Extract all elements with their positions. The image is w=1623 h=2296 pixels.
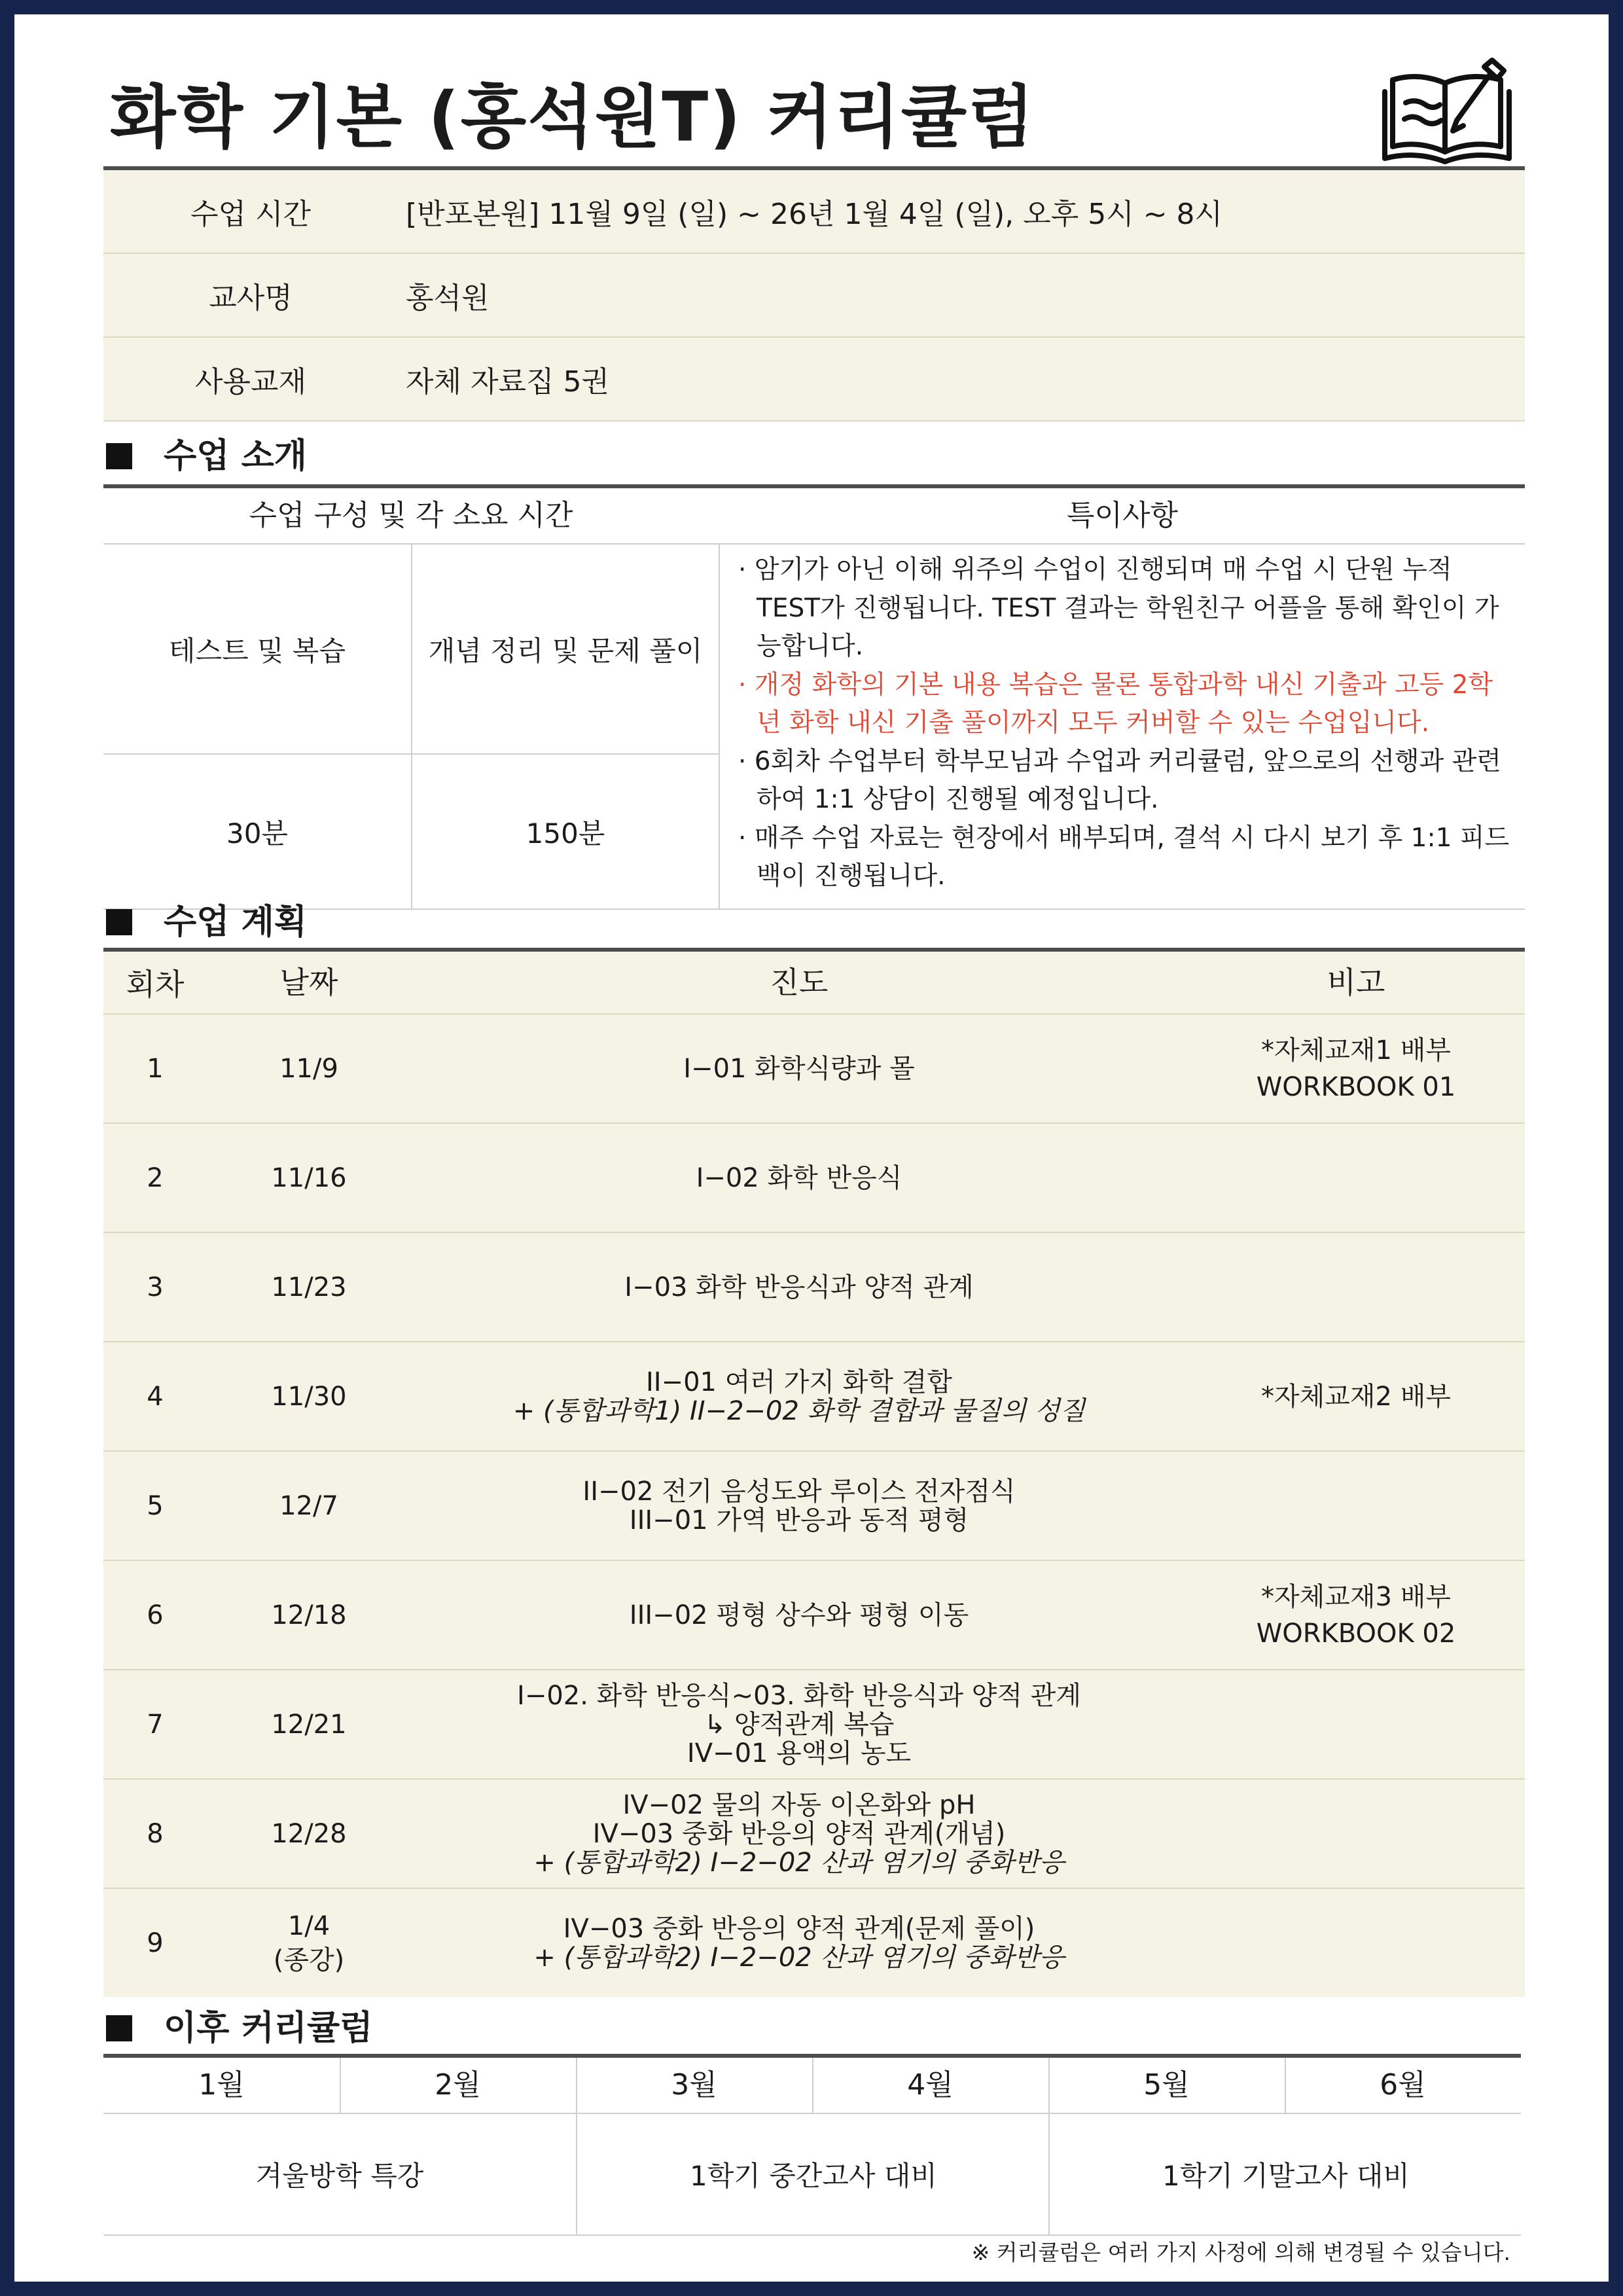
info-label: 수업 시간	[190, 198, 311, 231]
note-line: *자체교재3 배부	[1260, 1581, 1451, 1612]
progress-line-integrated: + (통합과학2) I−2−02 산과 염기의 중화반응	[533, 1942, 1065, 1973]
intro-header-notes: 특이사항	[1066, 499, 1178, 532]
part-name: 개념 정리 및 문제 풀이	[428, 634, 703, 667]
progress-line-integrated: + (통합과학2) I−2−02 산과 염기의 중화반응	[533, 1847, 1065, 1878]
row-date-text: 11/30	[271, 1381, 347, 1412]
note-line: WORKBOOK 02	[1256, 1618, 1456, 1649]
progress-line: I−02. 화학 반응식~03. 화학 반응식과 양적 관계	[517, 1680, 1081, 1711]
row-date	[207, 1052, 411, 1086]
row-date	[207, 1161, 411, 1195]
row-progress	[411, 1273, 1187, 1302]
row-date-text: 11/9	[279, 1053, 338, 1084]
row-progress	[411, 1914, 1187, 1972]
info-value: 자체 자료집 5권	[406, 365, 609, 399]
row-progress	[411, 1601, 1187, 1630]
row-date	[207, 1270, 411, 1304]
row-date	[207, 1380, 411, 1414]
progress-line: I−01 화학식량과 몰	[683, 1053, 915, 1084]
row-no: 3	[147, 1272, 164, 1302]
table-row	[103, 1670, 1525, 1780]
open-book-pen-icon	[1380, 47, 1517, 171]
after-block: 1학기 기말고사 대비	[1162, 2160, 1410, 2192]
progress-line: II−02 전기 음성도와 루이스 전자점식	[582, 1476, 1016, 1507]
table-row	[103, 1452, 1525, 1561]
header-no: 회차	[126, 967, 185, 1002]
progress-line: IV−03 중화 반응의 양적 관계(문제 풀이)	[563, 1913, 1035, 1944]
progress-line: II−01 여러 가지 화학 결합	[646, 1367, 952, 1397]
note-item-highlight: · 개정 화학의 기본 내용 복습은 물론 통합과학 내신 기출과 고등 2학년 화학 내신 기출 풀이까지 모두 커버할 수 있는 수업입니다.	[738, 670, 1493, 738]
plan-table	[103, 948, 1525, 1997]
table-row	[103, 1561, 1525, 1670]
month-label: 2월	[435, 2068, 481, 2102]
progress-line: III−01 가역 반응과 동적 평형	[629, 1505, 969, 1535]
info-row	[103, 254, 1525, 338]
row-date-text: 12/18	[271, 1600, 347, 1630]
row-date-text: 12/21	[271, 1709, 347, 1740]
row-date-sub: (종강)	[273, 1945, 345, 1975]
month-label: 5월	[1143, 2068, 1190, 2102]
info-row	[103, 170, 1525, 254]
section-heading-plan	[106, 899, 307, 945]
row-no: 7	[147, 1709, 164, 1740]
note-item: · 암기가 아닌 이해 위주의 수업이 진행되며 매 수업 시 단원 누적 TEST가 진행됩니다. TEST 결과는 학원친구 어플을 통해 확인이 가능합니다.	[738, 555, 1499, 661]
section-heading-text: 수업 소개	[164, 437, 308, 476]
progress-line: IV−03 중화 반응의 양적 관계(개념)	[592, 1818, 1006, 1849]
row-no: 9	[147, 1928, 164, 1958]
progress-line: ↳ 양적관계 복습	[704, 1709, 895, 1740]
row-note	[1187, 1579, 1525, 1652]
progress-line: III−02 평형 상수와 평형 이동	[629, 1600, 969, 1630]
info-value: [반포본원] 11월 9일 (일) ~ 26년 1월 4일 (일), 오후 5시 ~ 8시	[406, 198, 1223, 231]
row-date	[207, 1817, 411, 1851]
info-label: 사용교재	[194, 365, 306, 399]
footnote: ※ 커리큘럼은 여러 가지 사정에 의해 변경될 수 있습니다.	[971, 2240, 1510, 2265]
progress-line: IV−01 용액의 농도	[687, 1738, 912, 1768]
section-heading-after	[106, 2005, 373, 2051]
part-time: 30분	[226, 817, 288, 850]
month-label: 1월	[198, 2068, 245, 2102]
page-title: 화학 기본 (홍석원T) 커리큘럼	[110, 77, 1035, 157]
plan-header-row	[103, 952, 1525, 1014]
row-no: 4	[147, 1381, 164, 1412]
part-time: 150분	[526, 817, 605, 850]
info-table	[103, 166, 1525, 422]
table-row	[103, 1780, 1525, 1889]
after-block: 겨울방학 특강	[255, 2160, 424, 2192]
square-bullet-icon	[106, 2015, 132, 2041]
row-date	[207, 1598, 411, 1632]
intro-header-composition: 수업 구성 및 각 소요 시간	[249, 499, 573, 532]
info-value: 홍석원	[406, 281, 490, 315]
row-date-text: 11/23	[271, 1272, 347, 1302]
table-row	[103, 1342, 1525, 1452]
row-progress	[411, 1054, 1187, 1083]
after-curriculum-table	[103, 2054, 1521, 2236]
month-label: 6월	[1380, 2068, 1426, 2102]
table-row	[103, 1014, 1525, 1124]
row-no: 6	[147, 1600, 164, 1630]
row-no: 8	[147, 1818, 164, 1849]
row-progress	[411, 1164, 1187, 1193]
row-note	[1187, 1378, 1525, 1415]
month-label: 3월	[671, 2068, 717, 2102]
header-note: 비고	[1327, 965, 1385, 1000]
section-heading-text: 이후 커리큘럼	[164, 2009, 373, 2048]
progress-line: I−02 화학 반응식	[696, 1162, 902, 1193]
notes-list	[738, 551, 1517, 896]
section-heading-intro	[106, 433, 307, 479]
row-no: 2	[147, 1162, 164, 1193]
row-date	[207, 1708, 411, 1742]
row-date	[207, 1909, 411, 1977]
table-row	[103, 1233, 1525, 1342]
info-label: 교사명	[209, 281, 293, 315]
square-bullet-icon	[106, 443, 132, 469]
table-row	[103, 1124, 1525, 1233]
row-no: 5	[147, 1490, 164, 1521]
progress-line-integrated: + (통합과학1) II−2−02 화학 결합과 물질의 성질	[512, 1395, 1086, 1426]
info-row	[103, 338, 1525, 422]
table-row	[103, 1889, 1525, 1997]
part-name: 테스트 및 복습	[168, 634, 346, 667]
progress-line: I−03 화학 반응식과 양적 관계	[624, 1272, 974, 1302]
row-no: 1	[147, 1053, 164, 1084]
progress-line: IV−02 물의 자동 이온화와 pH	[622, 1789, 976, 1820]
section-heading-text: 수업 계획	[164, 903, 308, 942]
row-note	[1187, 1032, 1525, 1105]
curriculum-page	[14, 14, 1609, 2282]
header-date: 날짜	[279, 965, 338, 1000]
month-label: 4월	[907, 2068, 954, 2102]
row-date-text: 11/16	[271, 1162, 347, 1193]
row-date	[207, 1489, 411, 1523]
row-progress	[411, 1681, 1187, 1768]
after-block: 1학기 중간고사 대비	[690, 2160, 937, 2192]
note-line: *자체교재2 배부	[1260, 1381, 1451, 1412]
row-progress	[411, 1477, 1187, 1535]
note-item: · 6회차 수업부터 학부모님과 수업과 커리큘럼, 앞으로의 선행과 관련하여 1:1 상담이 진행될 예정입니다.	[738, 746, 1501, 814]
row-progress	[411, 1791, 1187, 1877]
note-item: · 매주 수업 자료는 현장에서 배부되며, 결석 시 다시 보기 후 1:1 피드백이 진행됩니다.	[738, 823, 1510, 891]
row-progress	[411, 1368, 1187, 1426]
intro-table	[103, 484, 1525, 910]
note-line: WORKBOOK 01	[1256, 1071, 1456, 1102]
note-line: *자체교재1 배부	[1260, 1035, 1451, 1066]
row-date-text: 12/28	[271, 1818, 347, 1849]
row-date-text: 1/4	[287, 1910, 330, 1941]
row-date-text: 12/7	[279, 1490, 338, 1521]
square-bullet-icon	[106, 909, 132, 935]
header-progress: 진도	[770, 965, 829, 1000]
